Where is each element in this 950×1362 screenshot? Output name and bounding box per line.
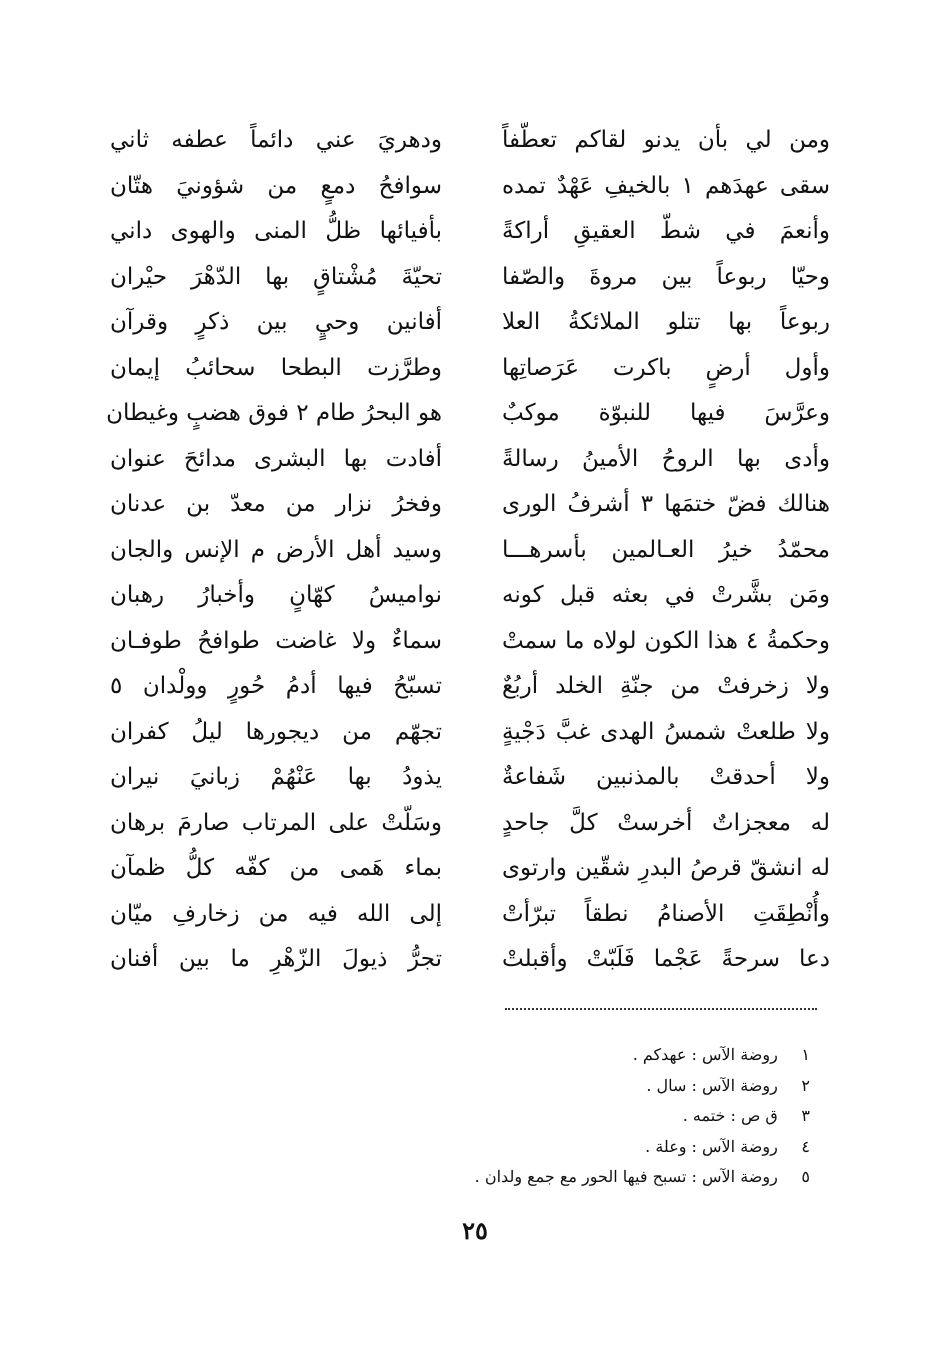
second-hemistich: تجهّم من ديجورها ليلُ كفران — [110, 718, 442, 745]
footnote-number: ٢ — [801, 1075, 810, 1095]
footnote-number: ١ — [801, 1045, 810, 1064]
second-hemistich: سوافحُ دمعٍ من شؤونيَ هتّان — [110, 172, 442, 199]
first-hemistich: له انشقّ قرصُ البدرِ شقّين وارتوى — [502, 855, 830, 881]
first-hemistich: وأنعمَ في شطّ العقيقِ أراكةً — [502, 218, 830, 244]
verse — [110, 300, 830, 346]
second-hemistich: ودهريَ عني دائماً عطفه ثاني — [110, 127, 442, 153]
footnote — [390, 1071, 810, 1102]
footnote-number: ٤ — [801, 1136, 810, 1156]
first-hemistich: دعا سرحةً عَجْما فَلَبّتْ وأقبلتْ — [502, 946, 830, 972]
verse — [110, 892, 830, 938]
verse — [110, 346, 830, 392]
second-hemistich: وسَلّتْ على المرتاب صارمَ برهان — [110, 809, 442, 836]
footnote-separator — [505, 1008, 817, 1010]
footnote — [390, 1132, 810, 1163]
second-hemistich: أفادت بها البشرى مدائحَ عنوان — [110, 445, 442, 472]
second-hemistich: إلى الله فيه من زخارفِ ميّان — [110, 900, 442, 927]
first-hemistich: وحكمةُ ٤ هذا الكون لولاه ما سمتْ — [502, 627, 830, 654]
second-hemistich: بأفيائها ظلُّ المنى والهوى داني — [110, 218, 442, 244]
first-hemistich: هنالك فضّ ختمَها ٣ أشرفُ الورى — [502, 491, 830, 517]
first-hemistich: ربوعاً بها تتلو الملائكةُ العلا — [502, 309, 830, 335]
poem — [106, 118, 830, 983]
footnote — [390, 1101, 810, 1132]
second-hemistich: نواميسُ كهّانٍ وأخبارُ رهبان — [110, 582, 442, 608]
verse — [110, 164, 830, 210]
second-hemistich: أفانين وحيٍ بين ذكرٍ وقرآن — [110, 309, 442, 335]
first-hemistich: وأدى بها الروحُ الأمينُ رسالةً — [502, 445, 830, 472]
second-hemistich: بماء هَمى من كفّه كلُّ ظمآن — [110, 855, 442, 881]
verse — [110, 710, 830, 756]
first-hemistich: له معجزاتٌ أخرستْ كلَّ جاحدٍ — [502, 809, 830, 836]
first-hemistich: ولا أحدقتْ بالمذنبين شَفاعةٌ — [502, 764, 830, 790]
second-hemistich: سماءٌ ولا غاضت طوافحُ طوفـان — [110, 627, 442, 654]
verse — [110, 619, 830, 665]
second-hemistich: وطرَّزت البطحا سحائبُ إيمان — [110, 354, 442, 381]
first-hemistich: ولا طلعتْ شمسُ الهدى غبَّ دَجْيةٍ — [502, 718, 830, 745]
verse — [110, 255, 830, 301]
first-hemistich: محمّدُ خيرُ العـالمين بأسرهـــا — [502, 536, 830, 563]
footnote-text: روضة الآس : سال . — [646, 1075, 778, 1095]
footnote-number: ٣ — [801, 1106, 810, 1125]
second-hemistich: تسبّحُ فيها أدمُ حُورٍ وولْدان ٥ — [110, 673, 442, 699]
first-hemistich: ولا زخرفتْ من جنّةِ الخلد أربُعٌ — [502, 673, 830, 699]
verse — [110, 755, 830, 801]
footnote-text: روضة الآس : تسبح فيها الحور مع جمع ولدان . — [474, 1167, 778, 1186]
first-hemistich: ومَن بشَّرتْ في بعثه قبل كونه — [502, 582, 830, 608]
second-hemistich: تحيّةَ مُشْتاقٍ بها الدّهْرَ حيْران — [110, 263, 442, 290]
verse — [110, 209, 830, 255]
footnote-number: ٥ — [801, 1167, 810, 1186]
verse — [110, 664, 830, 710]
first-hemistich: وأُنْطِقَتِ الأصنامُ نطقاً تبرّأتْ — [502, 900, 830, 927]
first-hemistich: سقى عهدَهم ١ بالخيفِ عَهْدٌ تمده — [502, 172, 830, 199]
second-hemistich: هو البحرُ طام ٢ فوق هضبٍ وغيطان — [106, 400, 442, 426]
footnote — [390, 1040, 810, 1071]
verse — [110, 846, 830, 892]
first-hemistich: ومن لي بأن يدنو لقاكم تعطّفاً — [502, 127, 830, 153]
second-hemistich: وسيد أهل الأرض م الإنس والجان — [110, 536, 442, 563]
second-hemistich: تجرُّ ذيولَ الزّهْرِ ما بين أفنان — [110, 946, 442, 972]
footnote-text: روضة الآس : وعلة . — [645, 1136, 778, 1156]
verse — [110, 528, 830, 574]
page-number: ٢٥ — [462, 1216, 488, 1245]
first-hemistich: وعرَّسَ فيها للنبوّة موكبٌ — [502, 400, 830, 426]
footnote-text: ق ص : ختمه . — [682, 1106, 778, 1125]
footnote-text: روضة الآس : عهدكم . — [632, 1045, 778, 1064]
verse — [110, 573, 830, 619]
verse — [106, 391, 830, 437]
verse — [110, 801, 830, 847]
verse — [110, 118, 830, 164]
verse — [110, 437, 830, 483]
verse — [110, 482, 830, 528]
footnotes — [390, 1040, 810, 1193]
first-hemistich: وحيّا ربوعاً بين مروةَ والصّفا — [502, 263, 830, 290]
second-hemistich: وفخرُ نزار من معدّ بن عدنان — [110, 491, 442, 517]
footnote — [390, 1162, 810, 1193]
second-hemistich: يذودُ بها عَنْهُمْ زبانيَ نيران — [110, 764, 442, 790]
first-hemistich: وأول أرضٍ باكرت عَرَصاتِها — [502, 354, 830, 381]
verse — [110, 937, 830, 983]
